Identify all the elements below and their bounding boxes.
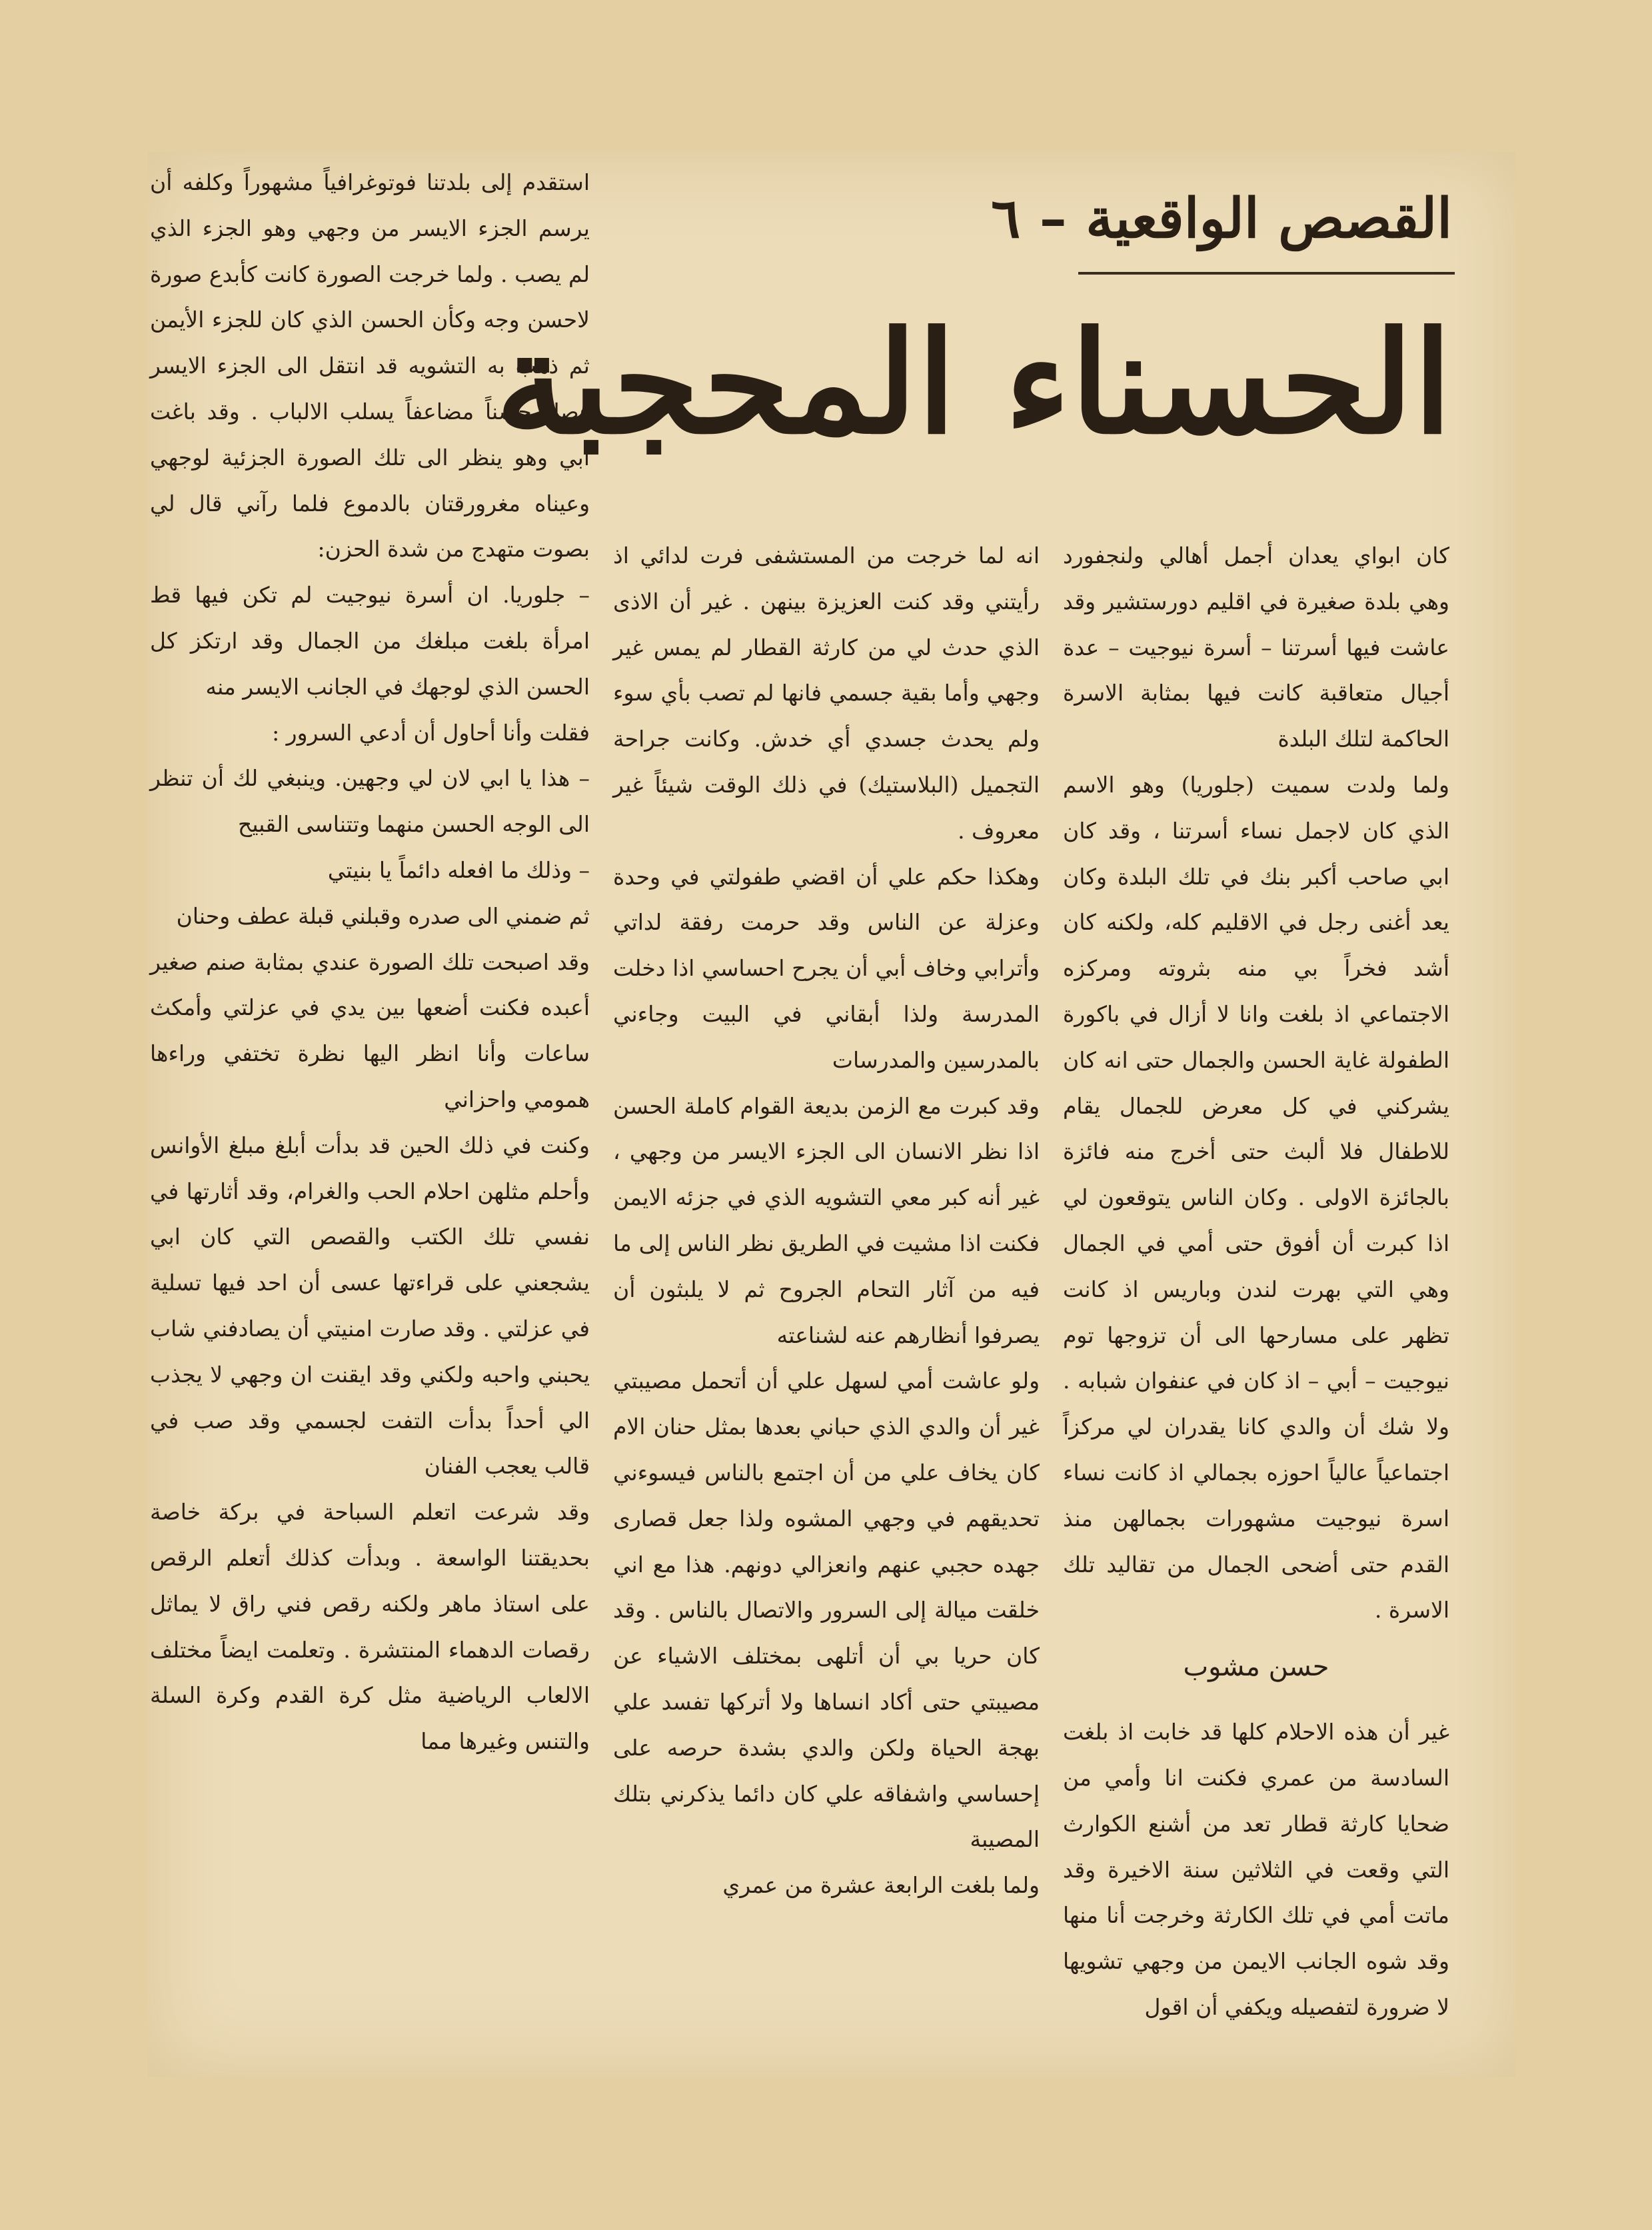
article-paragraph: انه لما خرجت من المستشفى فرت لدائي اذ رأيتني وقد كنت العزيزة بينهن . غير أن الاذى الذي حدث لي من كارثة القطار لم يمس غير وجهي وأما بقية جسمي فانها لم تصب بأي سوء ولم يحدث جسدي أي خدش. وكانت جراحة التجميل (البلاستيك) في ذلك الوقت شيئاً غير معروف . xyxy=(613,543,1040,844)
series-title: القصص الواقعية – ٦ xyxy=(991,187,1452,251)
article-paragraph: استقدم إلى بلدتنا فوتوغرافياً مشهوراً وكلفه أن يرسم الجزء الايسر من وجهي وهو الجزء الذي لم يصب . ولما خرجت الصورة كانت كأبدع صورة لاحسن وجه وكأن الحسن الذي كان للجزء الأيمن ثم ذهب به التشويه قد انتقل الى الجزء الايسر فصار حسناً مضاعفاً يسلب الالباب . وقد باغت ابي وهو ينظر الى تلك الصورة الجزئية لوجهي وعيناه مغرورقتان بالدموع فلما رآني قال لي بصوت متهدج من شدة الحزن: xyxy=(150,169,590,562)
article-paragraph: – جلوريا. ان أسرة نيوجيت لم تكن فيها قط امرأة بلغت مبلغك من الجمال وقد ارتكز كل الحسن الذي لوجهك في الجانب الايسر منه xyxy=(150,582,590,700)
article-paragraph: ولو عاشت أمي لسهل علي أن أتحمل مصيبتي غير أن والدي الذي حباني بعدها بمثل حنان الام كان يخاف علي من أن اجتمع بالناس فيسوءني تحديقهم في وجهي المشوه ولذا جعل قصارى جهده حجبي عنهم وانعزالي دونهم. هذا مع اني خلقت ميالة إلى السرور والاتصال بالناس . وقد كان حريا بي أن أتلهى بمختلف الاشياء عن مصيبتي حتى أكاد انساها ولا أتركها تفسد علي بهجة الحياة ولكن والدي بشدة حرصه على إحساسي واشفاقه علي كان دائما يذكرني بتلك المصيبة xyxy=(613,1368,1040,1853)
article-column-left xyxy=(150,160,590,1765)
byline: حسن مشوب xyxy=(1183,1652,1329,1683)
article-paragraph: وقد شرعت اتعلم السباحة في بركة خاصة بحديقتنا الواسعة . وبدأت كذلك أتعلم الرقص على استاذ ماهر ولكنه رقص فني راق لا يماثل رقصات الدهماء المنتشرة . وتعلمت ايضاً مختلف الالعاب الرياضية مثل كرة القدم وكرة السلة والتنس وغيرها مما xyxy=(150,1499,590,1755)
article-paragraph: وهكذا حكم علي أن اقضي طفولتي في وحدة وعزلة عن الناس وقد حرمت رفقة لداتي وأترابي وخاف أبي أن يجرح احساسي اذا دخلت المدرسة ولذا أبقاني في البيت وجاءني بالمدرسين والمدرسات xyxy=(613,863,1040,1073)
article-paragraph: كان ابواي يعدان أجمل أهالي ولنجفورد وهي بلدة صغيرة في اقليم دورستشير وقد عاشت فيها أسرتنا – أسرة نيوجيت – عدة أجيال متعاقبة كانت فيها بمثابة الاسرة الحاكمة لتلك البلدة xyxy=(1063,543,1449,752)
article-paragraph: ثم ضمني الى صدره وقبلني قبلة عطف وحنان xyxy=(176,902,590,929)
article-paragraph: وكنت في ذلك الحين قد بدأت أبلغ مبلغ الأوانس وأحلم مثلهن احلام الحب والغرام، وقد أثارتها في نفسي تلك الكتب والقصص التي كان ابي يشجعني على قراءتها عسى أن احد فيها تسلية في عزلتي . وقد صارت امنيتي أن يصادفني شاب يحبني واحبه ولكني وقد ايقنت ان وجهي لا يجذب الي أحداً بدأت التفت لجسمي وقد صب في قالب يعجب الفنان xyxy=(150,1132,590,1480)
headline: الحسناء المحجبة xyxy=(495,301,1452,465)
article-paragraph: غير أن هذه الاحلام كلها قد خابت اذ بلغت السادسة من عمري فكنت انا وأمي من ضحايا كارثة قطار تعد من أشنع الكوارث التي وقعت في الثلاثين سنة الاخيرة وقد ماتت أمي في تلك الكارثة وخرجت أنا منها وقد شوه الجانب الايمن من وجهي تشويها لا ضرورة لتفصيله ويكفي أن اقول xyxy=(1063,1719,1449,2020)
article-paragraph: وقد كبرت مع الزمن بديعة القوام كاملة الحسن اذا نظر الانسان الى الجزء الايسر من وجهي ، غير أنه كبر معي التشويه الذي في جزئه الايمن فكنت اذا مشيت في الطريق نظر الناس إلى ما فيه من آثار التحام الجروح ثم لا يلبثون أن يصرفوا أنظارهم عنه لشناعته xyxy=(613,1092,1040,1348)
article-paragraph: – هذا يا ابي لان لي وجهين. وينبغي لك أن تنظر الى الوجه الحسن منهما وتتناسى القبيح xyxy=(150,765,590,838)
article-column-right xyxy=(1063,533,1449,2031)
title-rule xyxy=(1078,272,1455,275)
article-paragraph: ولما ولدت سميت (جلوريا) وهو الاسم الذي كان لاجمل نساء أسرتنا ، وقد كان ابي صاحب أكبر بنك في تلك البلدة وكان يعد أغنى رجل في الاقليم كله، ولكنه كان أشد فخراً بي منه بثروته ومركزه الاجتماعي اذ بلغت وانا لا أزال في باكورة الطفولة غاية الحسن والجمال حتى انه كان يشركني في كل معرض للجمال يقام للاطفال فلا ألبث حتى أخرج منه فائزة بالجائزة الاولى . وكان الناس يتوقعون لي اذا كبرت أن أفوق حتى أمي في الجمال وهي التي بهرت لندن وباريس اذ كانت تظهر على مسارحها الى أن تزوجها توم نيوجيت – أبي – اذ كان في عنفوان شبابه . ولا شك أن والدي كانا يقدران لي مركزاً اجتماعياً عالياً احوزه بجمالي اذ كانت نساء اسرة نيوجيت مشهورات بجمالهن منذ القدم حتى أضحى الجمال من تقاليد تلك الاسرة . xyxy=(1063,771,1449,1624)
article-column-middle xyxy=(613,533,1040,1909)
article-paragraph: وقد اصبحت تلك الصورة عندي بمثابة صنم صغير أعبده فكنت أضعها بين يدي في عزلتي وأمكث ساعات وأنا انظر اليها نظرة تختفي وراءها همومي واحزاني xyxy=(150,948,590,1112)
article-paragraph: فقلت وأنا أحاول أن أدعي السرور : xyxy=(272,719,590,746)
article-paragraph: – وذلك ما افعله دائماً يا بنيتي xyxy=(327,856,590,883)
article-paragraph: ولما بلغت الرابعة عشرة من عمري xyxy=(722,1872,1040,1899)
